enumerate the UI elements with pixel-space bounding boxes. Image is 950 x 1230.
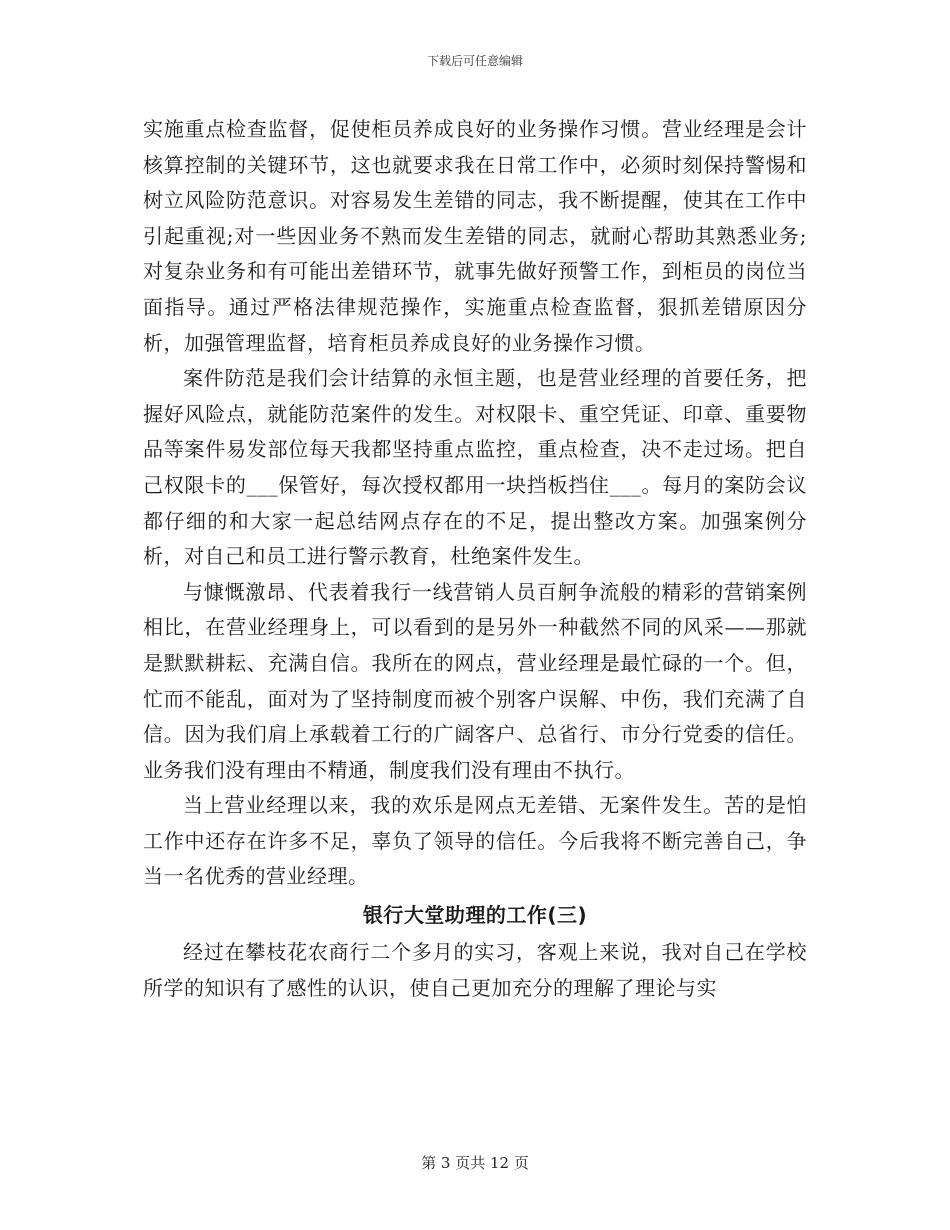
paragraph-3: 与慷慨激昂、代表着我行一线营销人员百舸争流般的精彩的营销案例相比，在营业经理身上，可以看到的是另外一种截然不同的风采——那就是默默耕耘、充满自信。我所在的网点，营业经理是最忙碌的一个。但，忙而不能乱，面对为了坚持制度而被个别客户误解、中伤，我们充满了自信。因为我们肩上承载着工行的广阔客户、总省行、市分行党委的信任。业务我们没有理由不精通，制度我们没有理由不执行。 bbox=[143, 579, 807, 782]
page-header: 下载后可任意编辑 bbox=[426, 54, 523, 68]
paragraph-5: 经过在攀枝花农商行二个多月的实习，客观上来说，我对自己在学校所学的知识有了感性的认识，使自己更加充分的理解了理论与实 bbox=[143, 940, 807, 1000]
page-footer: 第 3 页共 12 页 bbox=[421, 1154, 529, 1172]
paragraph-4: 当上营业经理以来，我的欢乐是网点无差错、无案件发生。苦的是怕工作中还存在许多不足，辜负了领导的信任。今后我将不断完善自己，争当一名优秀的营业经理。 bbox=[143, 793, 807, 889]
document-body bbox=[143, 112, 807, 1006]
paragraph-1: 实施重点检查监督，促使柜员养成良好的业务操作习惯。营业经理是会计核算控制的关键环节，这也就要求我在日常工作中，必须时刻保持警惕和树立风险防范意识。对容易发生差错的同志，我不断提醒，使其在工作中引起重视;对一些因业务不熟而发生差错的同志，就耐心帮助其熟悉业务;对复杂业务和有可能出差错环节，就事先做好预警工作，到柜员的岗位当面指导。通过严格法律规范操作，实施重点检查监督，狠抓差错原因分析，加强管理监督，培育柜员养成良好的业务操作习惯。 bbox=[143, 117, 807, 355]
paragraph-2: 案件防范是我们会计结算的永恒主题，也是营业经理的首要任务，把握好风险点，就能防范案件的发生。对权限卡、重空凭证、印章、重要物品等案件易发部位每天我都坚持重点监控，重点检查，决不走过场。把自己权限卡的___保管好，每次授权都用一块挡板挡住___。每月的案防会议都仔细的和大家一起总结网点存在的不足，提出整改方案。加强案例分析，对自己和员工进行警示教育，杜绝案件发生。 bbox=[143, 366, 807, 569]
section-title: 银行大堂助理的工作(三) bbox=[362, 903, 588, 928]
